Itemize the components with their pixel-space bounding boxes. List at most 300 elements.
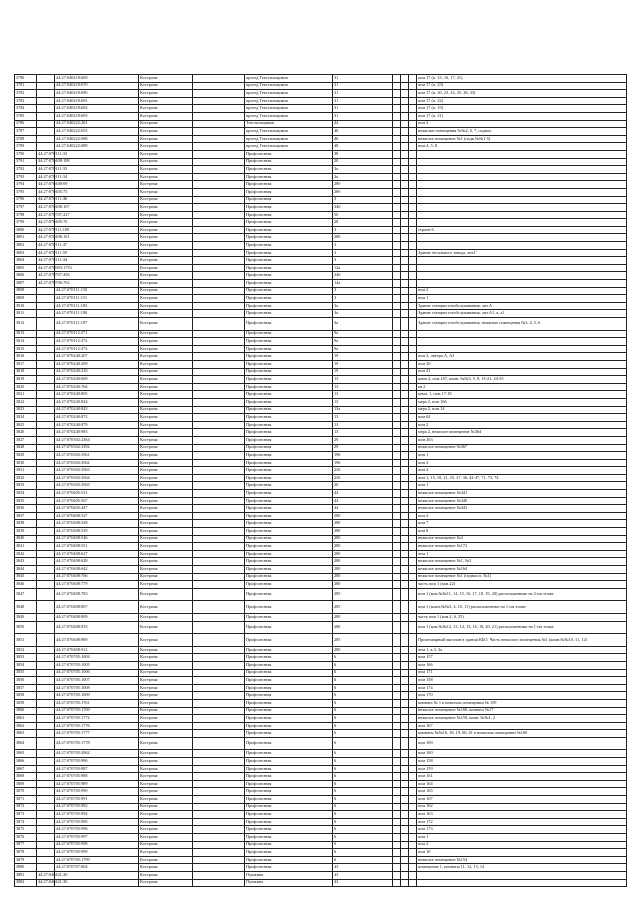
city-cell: Кострома: [139, 181, 193, 189]
table-row: [15, 219, 627, 227]
alt-cadastral-number-cell: [37, 376, 55, 384]
house-number-cell: 6: [333, 737, 393, 750]
house-number-cell: 6: [333, 811, 393, 819]
cadastral-number-cell: 44:27:070705:1007: [55, 677, 139, 685]
table-row: [15, 750, 627, 758]
row-number-cell: 3814: [15, 338, 37, 346]
blank-cell: [193, 474, 245, 482]
row-number-cell: 3833: [15, 482, 37, 490]
row-number-cell: 3842: [15, 550, 37, 558]
row-number-cell: 3854: [15, 661, 37, 669]
blank-cell: [409, 188, 417, 196]
table-row: [15, 737, 627, 750]
premises-description-cell: [417, 150, 627, 158]
table-row: [15, 811, 627, 819]
city-cell: Кострома: [139, 669, 193, 677]
table-row: [15, 368, 627, 376]
house-number-cell: 19: [333, 360, 393, 368]
house-number-cell: 6: [333, 707, 393, 715]
premises-description-cell: пом 17 (п. 23): [417, 82, 627, 90]
premises-description-cell: пом 17 (п. 22): [417, 97, 627, 105]
cadastral-number-cell: 44:27:070705:1777: [55, 730, 139, 738]
row-number-cell: 3813: [15, 330, 37, 338]
alt-cadastral-number-cell: [37, 788, 55, 796]
alt-cadastral-number-cell: [37, 803, 55, 811]
street-cell: Профсоюзная: [245, 601, 333, 614]
street-cell: Текстильщиков: [245, 120, 333, 128]
city-cell: Кострома: [139, 302, 193, 310]
blank-cell: [193, 550, 245, 558]
blank-cell: [393, 474, 401, 482]
table-row: [15, 474, 627, 482]
table-row: [15, 128, 627, 136]
blank-cell: [401, 730, 409, 738]
blank-cell: [193, 646, 245, 654]
blank-cell: [193, 654, 245, 662]
blank-cell: [393, 601, 401, 614]
blank-cell: [393, 82, 401, 90]
blank-cell: [409, 803, 417, 811]
blank-cell: [393, 796, 401, 804]
blank-cell: [393, 558, 401, 566]
premises-description-cell: [417, 219, 627, 227]
city-cell: Кострома: [139, 707, 193, 715]
city-cell: Кострома: [139, 634, 193, 647]
premises-description-cell: [417, 242, 627, 250]
city-cell: Кострома: [139, 204, 193, 212]
blank-cell: [393, 444, 401, 452]
premises-description-cell: комн 2, пом 167, комн. №№3, 5, 8, 13-21, 24-35: [417, 376, 627, 384]
city-cell: Кострома: [139, 826, 193, 834]
row-number-cell: 3837: [15, 512, 37, 520]
street-cell: Профсоюзная: [245, 613, 333, 621]
blank-cell: [393, 414, 401, 422]
premises-description-cell: нежилое помещение №443: [417, 505, 627, 513]
blank-cell: [193, 444, 245, 452]
cadastral-number-cell: [55, 879, 139, 887]
row-number-cell: 3801: [15, 234, 37, 242]
blank-cell: [393, 788, 401, 796]
blank-cell: [193, 737, 245, 750]
city-cell: Кострома: [139, 535, 193, 543]
blank-cell: [409, 452, 417, 460]
alt-cadastral-number-cell: [37, 490, 55, 498]
blank-cell: [409, 302, 417, 310]
table-row: [15, 429, 627, 437]
house-number-cell: 43: [333, 871, 393, 879]
cadastral-number-cell: 44:27:070705:997: [55, 834, 139, 842]
blank-cell: [401, 97, 409, 105]
table-row: [15, 543, 627, 551]
blank-cell: [193, 128, 245, 136]
premises-description-cell: мера 2, нежилое помещение №364: [417, 429, 627, 437]
alt-cadastral-number-cell: [37, 459, 55, 467]
blank-cell: [409, 826, 417, 834]
city-cell: Кострома: [139, 398, 193, 406]
house-number-cell: 6: [333, 722, 393, 730]
cadastral-number-cell: 44:27:070705:1006: [55, 669, 139, 677]
city-cell: Кострома: [139, 550, 193, 558]
blank-cell: [393, 550, 401, 558]
alt-cadastral-number-cell: [37, 398, 55, 406]
house-number-cell: 44: [333, 505, 393, 513]
cadastral-number-cell: 44:27:040218:692: [55, 105, 139, 113]
alt-cadastral-number-cell: [37, 834, 55, 842]
table-row: [15, 211, 627, 219]
blank-cell: [409, 120, 417, 128]
table-row: [15, 75, 627, 83]
blank-cell: [193, 818, 245, 826]
row-number-cell: 3865: [15, 750, 37, 758]
city-cell: Кострома: [139, 558, 193, 566]
row-number-cell: 3840: [15, 535, 37, 543]
house-number-cell: 6: [333, 841, 393, 849]
house-number-cell: 280: [333, 550, 393, 558]
street-cell: Профсоюзная: [245, 196, 333, 204]
cadastral-number-cell: 44:27:070705:1008: [55, 684, 139, 692]
cadastral-number-cell: [55, 181, 139, 189]
premises-description-cell: Здание станции техобслуживания, лит.А: [417, 302, 627, 310]
blank-cell: [409, 360, 417, 368]
house-number-cell: 6: [333, 788, 393, 796]
row-number-cell: 3783: [15, 97, 37, 105]
house-number-cell: 3а: [333, 166, 393, 174]
blank-cell: [409, 684, 417, 692]
blank-cell: [401, 219, 409, 227]
premises-description-cell: пом 172: [417, 818, 627, 826]
premises-description-cell: пом 2: [417, 459, 627, 467]
city-cell: Кострома: [139, 128, 193, 136]
table-row: [15, 97, 627, 105]
alt-cadastral-number-cell: 44:27:040421:30: [37, 879, 55, 887]
alt-cadastral-number-cell: [37, 699, 55, 707]
city-cell: Кострома: [139, 677, 193, 685]
table-row: [15, 120, 627, 128]
table-row: [15, 383, 627, 391]
city-cell: Кострома: [139, 353, 193, 361]
table-row: [15, 497, 627, 505]
city-cell: Кострома: [139, 90, 193, 98]
blank-cell: [409, 150, 417, 158]
house-number-cell: 285: [333, 588, 393, 601]
blank-cell: [401, 436, 409, 444]
row-number-cell: 3859: [15, 699, 37, 707]
row-number-cell: 3881: [15, 871, 37, 879]
city-cell: Кострома: [139, 788, 193, 796]
premises-description-cell: нежилое помещение №441: [417, 490, 627, 498]
row-number-cell: 3848: [15, 601, 37, 614]
alt-cadastral-number-cell: 44:27:070111:59: [37, 249, 55, 257]
table-row: [15, 722, 627, 730]
premises-description-cell: пом 167: [417, 796, 627, 804]
blank-cell: [409, 497, 417, 505]
blank-cell: [401, 864, 409, 872]
cadastral-number-cell: 44:27:040218:693: [55, 112, 139, 120]
premises-description-cell: пом 1: [417, 452, 627, 460]
house-number-cell: 6: [333, 715, 393, 723]
street-cell: Профсоюзная: [245, 166, 333, 174]
table-row: [15, 621, 627, 634]
blank-cell: [401, 677, 409, 685]
cadastral-number-cell: 44:27:040222:688: [55, 135, 139, 143]
blank-cell: [409, 646, 417, 654]
blank-cell: [193, 588, 245, 601]
blank-cell: [409, 573, 417, 581]
premises-description-cell: пом 1 (комн.№№3, 4, 10, 11) расположенные на 1-ом этаже: [417, 601, 627, 614]
blank-cell: [193, 249, 245, 257]
blank-cell: [193, 796, 245, 804]
alt-cadastral-number-cell: [37, 353, 55, 361]
blank-cell: [401, 543, 409, 551]
street-cell: Профсоюзная: [245, 188, 333, 196]
blank-cell: [409, 796, 417, 804]
blank-cell: [409, 558, 417, 566]
house-number-cell: 31: [333, 82, 393, 90]
blank-cell: [409, 677, 417, 685]
premises-description-cell: [417, 234, 627, 242]
row-number-cell: 3805: [15, 264, 37, 272]
house-number-cell: 20: [333, 158, 393, 166]
street-cell: Профсоюзная: [245, 684, 333, 692]
blank-cell: [193, 135, 245, 143]
house-number-cell: 196: [333, 452, 393, 460]
alt-cadastral-number-cell: [37, 295, 55, 303]
house-number-cell: 6: [333, 699, 393, 707]
table-row: [15, 490, 627, 498]
house-number-cell: 6: [333, 730, 393, 738]
house-number-cell: 13: [333, 414, 393, 422]
row-number-cell: 3784: [15, 105, 37, 113]
row-number-cell: 3863: [15, 730, 37, 738]
blank-cell: [401, 181, 409, 189]
premises-description-cell: [417, 879, 627, 887]
blank-cell: [393, 864, 401, 872]
alt-cadastral-number-cell: [37, 841, 55, 849]
row-number-cell: 3861: [15, 715, 37, 723]
blank-cell: [409, 818, 417, 826]
alt-cadastral-number-cell: [37, 684, 55, 692]
house-number-cell: 3: [333, 226, 393, 234]
blank-cell: [401, 661, 409, 669]
blank-cell: [393, 421, 401, 429]
blank-cell: [409, 707, 417, 715]
blank-cell: [193, 661, 245, 669]
cadastral-number-cell: 44:27:070408:809: [55, 613, 139, 621]
premises-description-cell: [417, 330, 627, 338]
premises-description-cell: пом 21: [417, 368, 627, 376]
blank-cell: [409, 414, 417, 422]
blank-cell: [393, 105, 401, 113]
premises-description-cell: Здание чесального завода, лит.Г: [417, 249, 627, 257]
blank-cell: [193, 803, 245, 811]
street-cell: Профсоюзная: [245, 566, 333, 574]
street-cell: Пушкина: [245, 871, 333, 879]
cadastral-number-cell: 44:27:070705:989: [55, 780, 139, 788]
street-cell: Профсоюзная: [245, 310, 333, 318]
city-cell: Кострома: [139, 758, 193, 766]
blank-cell: [401, 287, 409, 295]
blank-cell: [393, 135, 401, 143]
row-number-cell: 3857: [15, 684, 37, 692]
cadastral-number-cell: 44:27:070405:447: [55, 505, 139, 513]
premises-description-cell: пом 2, литера А, А3: [417, 353, 627, 361]
blank-cell: [193, 295, 245, 303]
blank-cell: [193, 871, 245, 879]
street-cell: Профсоюзная: [245, 661, 333, 669]
city-cell: Кострома: [139, 818, 193, 826]
row-number-cell: 3851: [15, 634, 37, 647]
house-number-cell: 9а: [333, 330, 393, 338]
table-row: [15, 550, 627, 558]
house-number-cell: 44: [333, 120, 393, 128]
blank-cell: [193, 345, 245, 353]
blank-cell: [401, 128, 409, 136]
blank-cell: [393, 467, 401, 475]
premises-description-cell: часть пом 1 (ком.2, 6, 25): [417, 613, 627, 621]
blank-cell: [401, 841, 409, 849]
cadastral-number-cell: 44:27:070408:783: [55, 588, 139, 601]
premises-description-cell: [417, 345, 627, 353]
premises-description-cell: пом 62: [417, 414, 627, 422]
alt-cadastral-number-cell: [37, 634, 55, 647]
blank-cell: [393, 242, 401, 250]
house-number-cell: 280: [333, 613, 393, 621]
cadastral-number-cell: 44:27:070705:1009: [55, 692, 139, 700]
blank-cell: [193, 360, 245, 368]
blank-cell: [193, 242, 245, 250]
table-row: [15, 669, 627, 677]
premises-description-cell: пом 163: [417, 811, 627, 819]
city-cell: Кострома: [139, 841, 193, 849]
table-row: [15, 677, 627, 685]
blank-cell: [193, 302, 245, 310]
city-cell: Кострома: [139, 257, 193, 265]
house-number-cell: 13а: [333, 406, 393, 414]
house-number-cell: 48: [333, 143, 393, 151]
blank-cell: [409, 429, 417, 437]
blank-cell: [193, 105, 245, 113]
alt-cadastral-number-cell: [37, 345, 55, 353]
blank-cell: [401, 280, 409, 288]
blank-cell: [409, 482, 417, 490]
house-number-cell: 280: [333, 234, 393, 242]
cadastral-number-cell: 44:27:070240:983: [55, 429, 139, 437]
city-cell: Кострома: [139, 490, 193, 498]
row-number-cell: 3867: [15, 765, 37, 773]
row-number-cell: 3846: [15, 581, 37, 589]
blank-cell: [401, 654, 409, 662]
cadastral-number-cell: 44:27:040218:669: [55, 75, 139, 83]
city-cell: Кострома: [139, 654, 193, 662]
table-row: [15, 338, 627, 346]
row-number-cell: 3790: [15, 150, 37, 158]
blank-cell: [393, 634, 401, 647]
cadastral-number-cell: 44:27:070240:843: [55, 406, 139, 414]
alt-cadastral-number-cell: [37, 105, 55, 113]
blank-cell: [401, 849, 409, 857]
alt-cadastral-number-cell: [37, 497, 55, 505]
cadastral-number-cell: 44:27:070408:912: [55, 646, 139, 654]
blank-cell: [393, 811, 401, 819]
house-number-cell: 13: [333, 391, 393, 399]
street-cell: Профсоюзная: [245, 414, 333, 422]
cadastral-number-cell: 44:27:070303:3565: [55, 482, 139, 490]
table-row: [15, 345, 627, 353]
row-number-cell: 3832: [15, 474, 37, 482]
cadastral-number-cell: 44:27:070705:986: [55, 758, 139, 766]
house-number-cell: 285: [333, 601, 393, 614]
blank-cell: [393, 661, 401, 669]
blank-cell: [193, 452, 245, 460]
cadastral-number-cell: 44:27:070240:805: [55, 391, 139, 399]
blank-cell: [393, 669, 401, 677]
house-number-cell: 280: [333, 558, 393, 566]
alt-cadastral-number-cell: 44:27:070111:33: [37, 150, 55, 158]
premises-description-cell: пом 161: [417, 773, 627, 781]
blank-cell: [409, 82, 417, 90]
blank-cell: [193, 150, 245, 158]
row-number-cell: 3816: [15, 353, 37, 361]
premises-description-cell: [417, 211, 627, 219]
premises-description-cell: строен 6: [417, 226, 627, 234]
row-number-cell: 3802: [15, 242, 37, 250]
alt-cadastral-number-cell: [37, 128, 55, 136]
premises-description-cell: пом 173: [417, 826, 627, 834]
blank-cell: [393, 173, 401, 181]
blank-cell: [401, 188, 409, 196]
row-number-cell: 3862: [15, 722, 37, 730]
premises-description-cell: пом 174: [417, 684, 627, 692]
table-row: [15, 692, 627, 700]
alt-cadastral-number-cell: [37, 414, 55, 422]
blank-cell: [409, 566, 417, 574]
blank-cell: [193, 715, 245, 723]
alt-cadastral-number-cell: 44:27:040421:20: [37, 871, 55, 879]
premises-description-cell: пом 160: [417, 750, 627, 758]
table-row: [15, 864, 627, 872]
blank-cell: [393, 181, 401, 189]
blank-cell: [393, 226, 401, 234]
table-row: [15, 188, 627, 196]
row-number-cell: 3796: [15, 196, 37, 204]
blank-cell: [409, 773, 417, 781]
row-number-cell: 3828: [15, 444, 37, 452]
row-number-cell: 3799: [15, 219, 37, 227]
city-cell: Кострома: [139, 295, 193, 303]
premises-description-cell: комнаты №№16, 18, 19, 60, 61 в нежилом помещении №160: [417, 730, 627, 738]
row-number-cell: 3875: [15, 826, 37, 834]
blank-cell: [193, 543, 245, 551]
blank-cell: [401, 105, 409, 113]
row-number-cell: 3794: [15, 181, 37, 189]
blank-cell: [401, 621, 409, 634]
row-number-cell: 3843: [15, 558, 37, 566]
premises-description-cell: пом 170: [417, 692, 627, 700]
row-number-cell: 3800: [15, 226, 37, 234]
alt-cadastral-number-cell: [37, 535, 55, 543]
premises-description-cell: пом 1: [417, 482, 627, 490]
street-cell: Профсоюзная: [245, 841, 333, 849]
blank-cell: [393, 750, 401, 758]
cadastral-number-cell: [55, 150, 139, 158]
city-cell: Кострома: [139, 436, 193, 444]
row-number-cell: 3870: [15, 788, 37, 796]
street-cell: Профсоюзная: [245, 788, 333, 796]
table-row: [15, 444, 627, 452]
blank-cell: [409, 272, 417, 280]
blank-cell: [393, 803, 401, 811]
alt-cadastral-number-cell: [37, 338, 55, 346]
